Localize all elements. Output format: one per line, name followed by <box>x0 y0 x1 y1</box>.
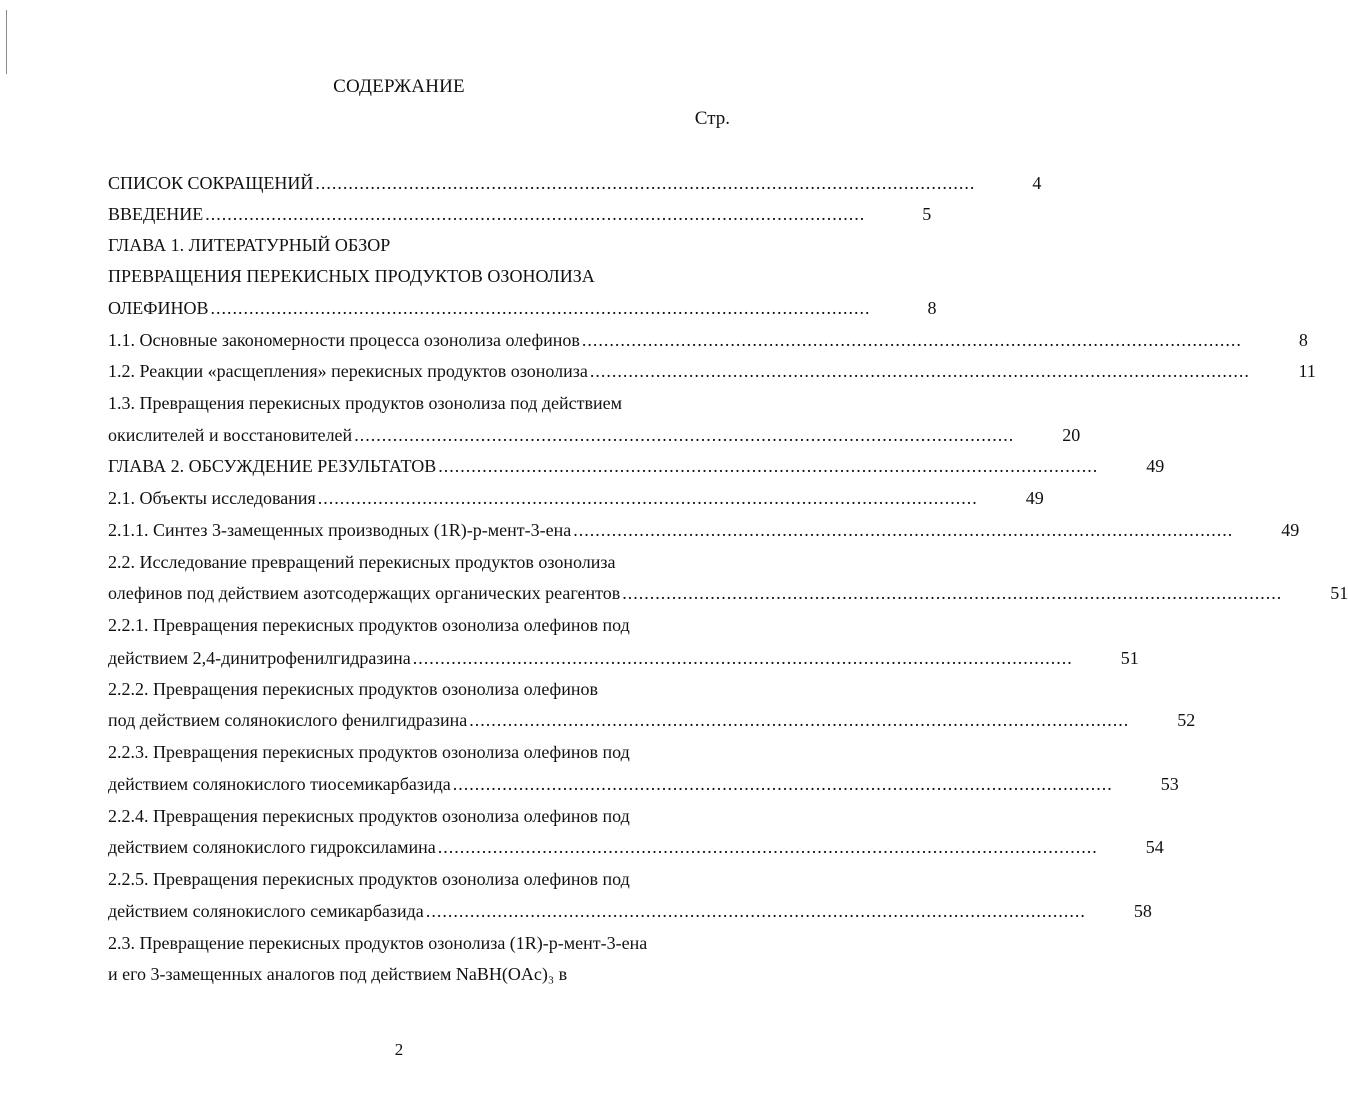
toc-entry-page: 8 <box>927 298 937 318</box>
toc-entry-page: 51 <box>1120 648 1139 668</box>
toc-entry-1-1[interactable] <box>108 329 1308 351</box>
toc-entry-2-2-2[interactable]: 2.2.2. Превращения перекисных продуктов озонолиза олефинов <box>108 679 598 699</box>
toc-leader-dots: ........................................................................................................................ <box>622 583 1283 603</box>
toc-leader-dots: ........................................................................................................................ <box>317 488 978 508</box>
toc-entry-text: ГЛАВА 2. ОБСУЖДЕНИЕ РЕЗУЛЬТАТОВ <box>108 456 437 476</box>
toc-entry-page: 49 <box>1146 456 1165 476</box>
toc-entry-2-2-cont[interactable] <box>108 582 1348 604</box>
toc-entry-text: 2.1. Объекты исследования <box>108 488 316 508</box>
toc-entry-text: 1.1. Основные закономерности процесса озонолиза олефинов <box>108 330 580 350</box>
page-number: 2 <box>394 1040 404 1059</box>
toc-entry-2-2-2-cont[interactable] <box>108 709 1196 731</box>
toc-leader-dots: ........................................................................................................................ <box>589 361 1250 381</box>
toc-entry-2-2-1[interactable]: 2.2.1. Превращения перекисных продуктов озонолиза олефинов под <box>108 615 630 635</box>
toc-entry-1-2[interactable] <box>108 360 1316 382</box>
toc-entry-2-2-1-cont[interactable] <box>108 647 1139 669</box>
toc-leader-dots: ........................................................................................................................ <box>438 456 1099 476</box>
page-title: СОДЕРЖАНИЕ <box>333 76 465 97</box>
toc-entry-chapter-1[interactable]: ГЛАВА 1. ЛИТЕРАТУРНЫЙ ОБЗОР <box>108 235 391 255</box>
toc-entry-text: ВВЕДЕНИЕ <box>108 204 204 224</box>
toc-entry-page: 58 <box>1133 901 1152 921</box>
toc-entry-chapter-1-title[interactable]: ПРЕВРАЩЕНИЯ ПЕРЕКИСНЫХ ПРОДУКТОВ ОЗОНОЛИЗА <box>108 266 595 286</box>
toc-entry-2-2-5[interactable]: 2.2.5. Превращения перекисных продуктов озонолиза олефинов под <box>108 869 630 889</box>
toc-entry-text: 2.1.1. Синтез 3-замещенных производных (1R)-p-мент-3-ена <box>108 520 572 540</box>
toc-leader-dots: ........................................................................................................................ <box>412 648 1073 668</box>
toc-entry-2-2-3[interactable]: 2.2.3. Превращения перекисных продуктов озонолиза олефинов под <box>108 742 630 762</box>
toc-leader-dots: ........................................................................................................................ <box>354 425 1015 445</box>
toc-leader-dots: ........................................................................................................................ <box>315 173 976 193</box>
toc-leader-dots: ........................................................................................................................ <box>469 710 1130 730</box>
toc-leader-dots: ........................................................................................................................ <box>437 837 1098 857</box>
toc-leader-dots: ........................................................................................................................ <box>205 204 866 224</box>
toc-entry-text: действием 2,4-динитрофенилгидразина <box>108 648 411 668</box>
toc-leader-dots: ........................................................................................................................ <box>210 298 871 318</box>
toc-leader-dots: ........................................................................................................................ <box>425 901 1086 921</box>
toc-entry-olefins[interactable] <box>108 297 937 319</box>
toc-entry-text: 1.2. Реакции «расщепления» перекисных продуктов озонолиза <box>108 361 588 381</box>
toc-entry-text: действием солянокислого семикарбазида <box>108 901 424 921</box>
toc-entry-2-2[interactable]: 2.2. Исследование превращений перекисных продуктов озонолиза <box>108 552 616 572</box>
toc-entry-2-3-cont[interactable]: и его 3-замещенных аналогов под действием NaBH(OAc)₃ в <box>108 964 568 984</box>
toc-entry-chapter-2[interactable] <box>108 455 1165 477</box>
toc-entry-text: СПИСОК СОКРАЩЕНИЙ <box>108 173 314 193</box>
toc-entry-2-2-5-cont[interactable] <box>108 900 1152 922</box>
toc-entry-page: 8 <box>1298 330 1308 350</box>
toc-entry-page: 5 <box>922 204 932 224</box>
toc-entry-text: олефинов под действием азотсодержащих органических реагентов <box>108 583 621 603</box>
page-column-label: Стр. <box>694 108 730 129</box>
toc-entry-2-2-3-cont[interactable] <box>108 773 1179 795</box>
toc-entry-2-2-4[interactable]: 2.2.4. Превращения перекисных продуктов озонолиза олефинов под <box>108 806 630 826</box>
toc-entry-introduction[interactable] <box>108 203 932 225</box>
toc-entry-1-3-cont[interactable] <box>108 424 1081 446</box>
toc-entry-page: 20 <box>1062 425 1081 445</box>
toc-entry-page: 52 <box>1177 710 1196 730</box>
toc-entry-text: действием солянокислого тиосемикарбазида <box>108 774 451 794</box>
toc-entry-2-1[interactable] <box>108 487 1044 509</box>
toc-entry-page: 54 <box>1145 837 1164 857</box>
toc-entry-2-2-4-cont[interactable] <box>108 836 1164 858</box>
toc-entry-page: 49 <box>1025 488 1044 508</box>
toc-entry-2-3[interactable]: 2.3. Превращение перекисных продуктов озонолиза (1R)-p-мент-3-ена <box>108 933 648 953</box>
toc-entry-abbreviations[interactable] <box>108 172 1042 194</box>
toc-entry-2-1-1[interactable] <box>108 519 1300 541</box>
toc-leader-dots: ........................................................................................................................ <box>573 520 1234 540</box>
toc-entry-page: 53 <box>1160 774 1179 794</box>
toc-entry-page: 4 <box>1032 173 1042 193</box>
toc-entry-page: 51 <box>1330 583 1348 603</box>
toc-entry-text: под действием солянокислого фенилгидразина <box>108 710 468 730</box>
toc-entry-page: 49 <box>1281 520 1300 540</box>
toc-entry-text: действием солянокислого гидроксиламина <box>108 837 436 857</box>
toc-leader-dots: ........................................................................................................................ <box>452 774 1113 794</box>
toc-leader-dots: ........................................................................................................................ <box>581 330 1242 350</box>
scan-edge-mark <box>6 10 7 74</box>
toc-entry-1-3[interactable]: 1.3. Превращения перекисных продуктов озонолиза под действием <box>108 393 623 413</box>
toc-entry-text: окислителей и восстановителей <box>108 425 353 445</box>
toc-entry-text: ОЛЕФИНОВ <box>108 298 209 318</box>
toc-entry-page: 11 <box>1298 361 1316 381</box>
